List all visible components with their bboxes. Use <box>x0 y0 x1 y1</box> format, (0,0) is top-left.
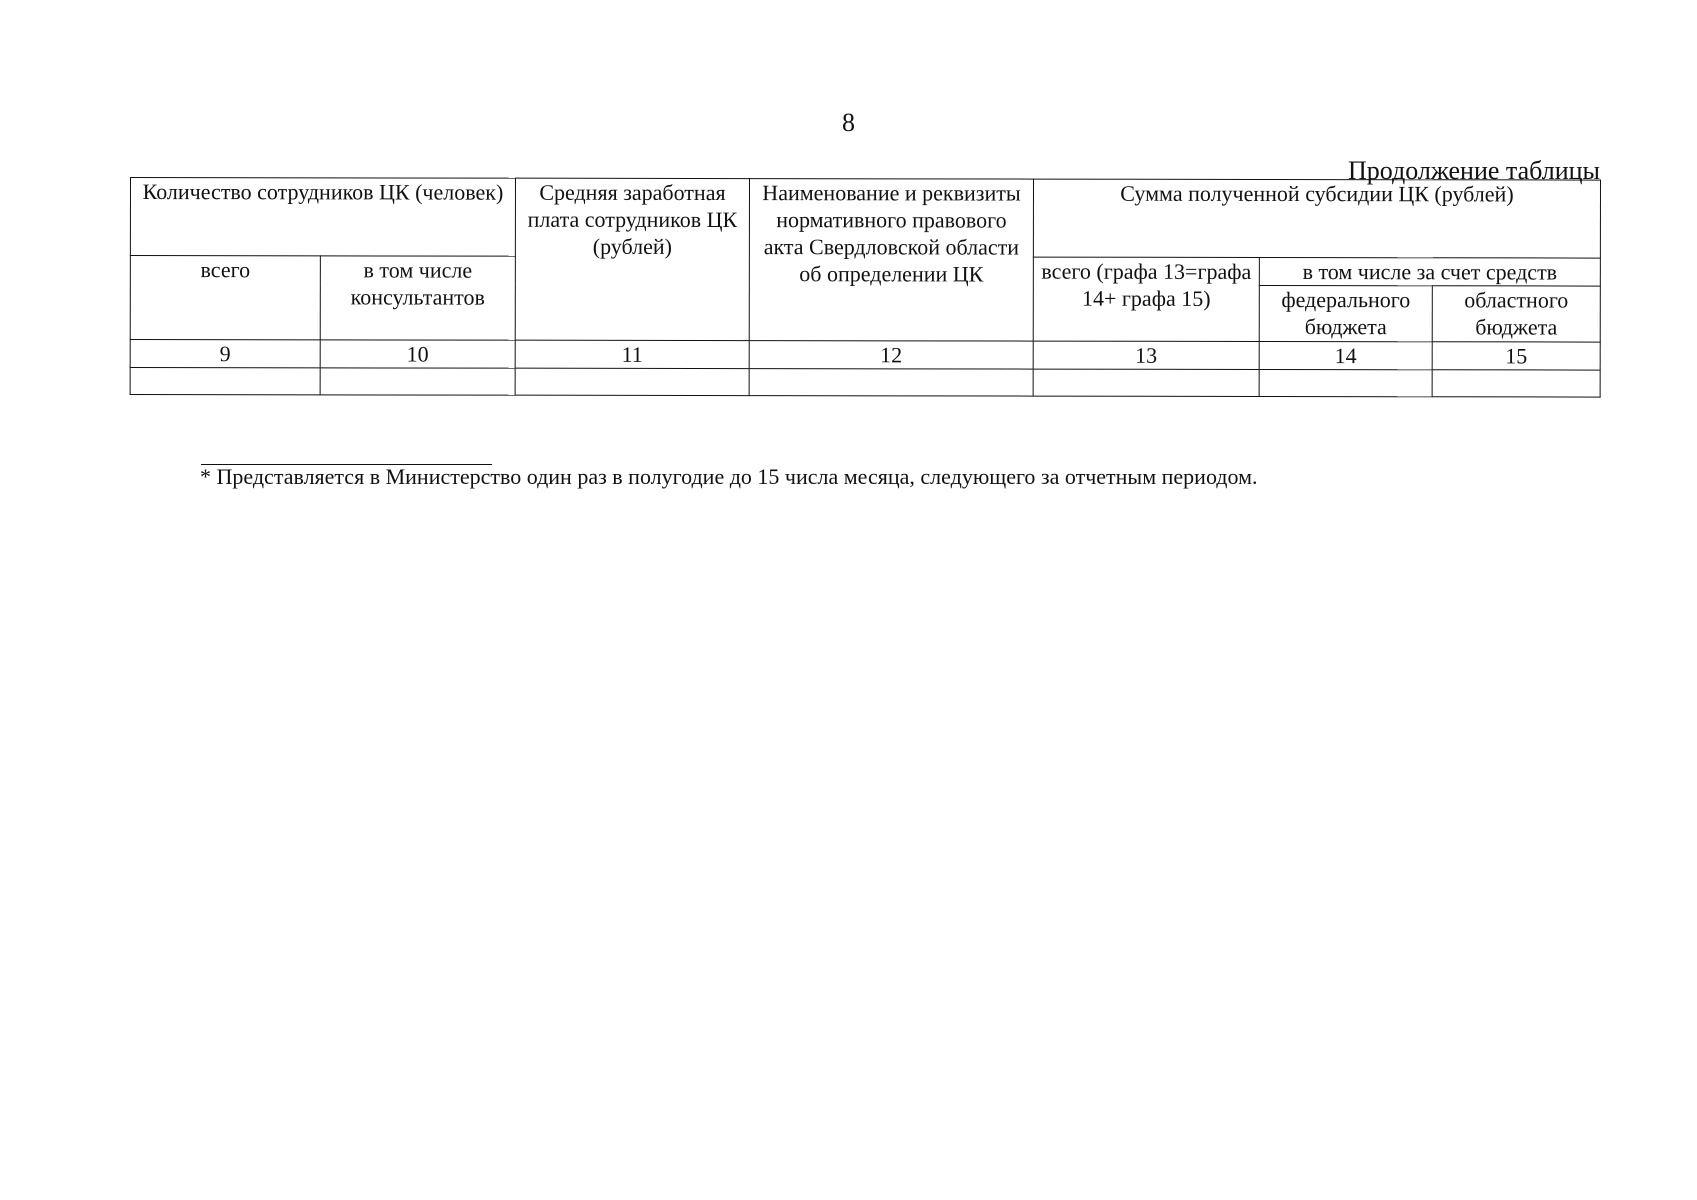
page-number: 8 <box>842 108 855 137</box>
header-subsidy-total: всего (графа 13=графа 14+ графа 15) <box>1033 257 1259 341</box>
table-cell <box>1432 370 1600 397</box>
column-number: 10 <box>320 340 515 368</box>
column-number: 14 <box>1259 341 1432 369</box>
footnote: * Представляется в Министерство один раз в полугодие до 15 числа месяца, следующего за отчетным периодом. <box>200 464 1258 489</box>
column-number: 12 <box>749 341 1033 369</box>
column-number: 11 <box>515 340 749 368</box>
header-employees-total: всего <box>130 256 320 340</box>
header-employees-count: Количество сотрудников ЦК (человек) <box>130 178 515 257</box>
header-average-salary: Средняя заработная плата сотрудников ЦК (рублей) <box>515 178 749 340</box>
column-number: 15 <box>1432 342 1600 370</box>
header-legal-act: Наименование и реквизиты нормативного правового акта Свердловской области об определении ЦК <box>749 179 1033 341</box>
header-federal-budget: федерального бюджета <box>1259 285 1432 341</box>
table-cell <box>749 369 1033 396</box>
column-number: 9 <box>130 340 320 368</box>
header-regional-budget: областного бюджета <box>1432 286 1600 342</box>
table-cell <box>515 368 749 395</box>
table-cell <box>1033 369 1259 396</box>
report-table <box>130 177 1601 398</box>
table-cell <box>130 368 320 395</box>
header-employees-consultants: в том числе консультантов <box>320 256 515 340</box>
header-subsidy-including: в том числе за счет средств <box>1259 257 1600 286</box>
table-continuation-label: Продолжение таблицы <box>1348 156 1600 185</box>
table-cell <box>320 368 515 395</box>
column-number: 13 <box>1033 341 1259 369</box>
table-cell <box>1259 369 1432 396</box>
header-subsidy-amount: Сумма полученной субсидии ЦК (рублей) <box>1033 179 1600 258</box>
table-row <box>130 368 1600 398</box>
